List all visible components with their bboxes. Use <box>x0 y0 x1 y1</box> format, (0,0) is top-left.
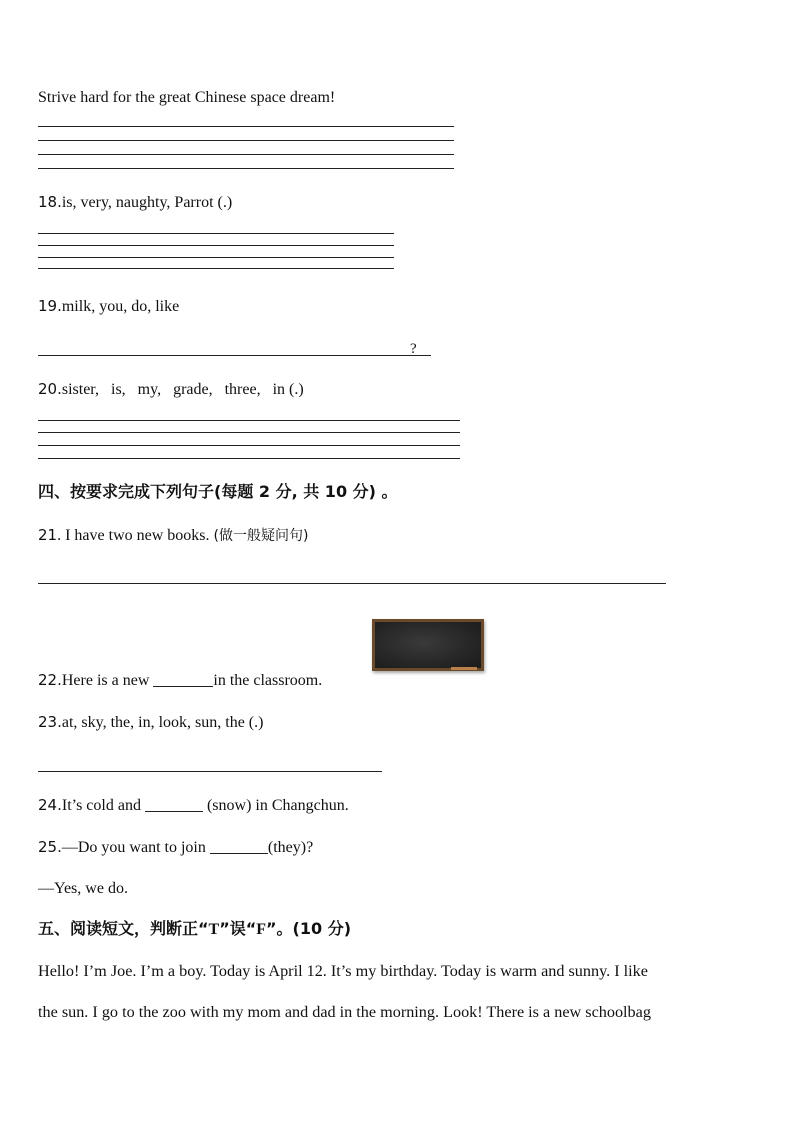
q22-text-before: Here is a new <box>61 672 154 689</box>
q24-text-after: (snow) in Changchun. <box>202 797 349 814</box>
q19-prompt <box>38 296 179 317</box>
q24-blank[interactable] <box>145 795 203 812</box>
q18-answer-line[interactable] <box>38 233 394 234</box>
q18-answer-line[interactable] <box>38 257 394 258</box>
q20-number: 20. <box>38 380 62 398</box>
q18-answer-line[interactable] <box>38 268 394 269</box>
q23-prompt <box>38 712 263 733</box>
q20-answer-line[interactable] <box>38 458 460 459</box>
q19-question-mark: ? <box>410 341 417 357</box>
blackboard-picture <box>372 619 484 671</box>
q23-words: at, sky, the, in, look, sun, the (.) <box>61 714 264 731</box>
q19-words: milk, you, do, like <box>61 298 180 315</box>
q20-answer-line[interactable] <box>38 432 460 433</box>
q21-answer-line[interactable] <box>38 583 666 584</box>
q22-prompt <box>38 670 322 691</box>
q21-number: 21 <box>38 526 58 544</box>
q25-text-after: (they)? <box>267 839 314 856</box>
q24-text-before: It’s cold and <box>61 797 145 814</box>
q18-words: is, very, naughty, Parrot (.) <box>61 194 233 211</box>
q17-sentence: Strive hard for the great Chinese space dream! <box>38 89 336 106</box>
q18-answer-line[interactable] <box>38 245 394 246</box>
q25-prompt <box>38 837 313 858</box>
q18-number: 18. <box>38 193 62 211</box>
q21-text: . I have two new books. <box>57 527 214 544</box>
section5-heading <box>38 919 351 940</box>
q20-words: sister, is, my, grade, three, in (.) <box>61 381 304 398</box>
chalk-tray <box>451 667 477 670</box>
q21-prompt <box>38 525 308 546</box>
passage-line: the sun. I go to the zoo with my mom and dad in the morning. Look! There is a new schoolbag <box>38 1003 651 1021</box>
q25-blank[interactable] <box>210 837 268 854</box>
section5-heading-part: ”。(10 分) <box>266 919 352 938</box>
false-mark: F <box>256 921 267 938</box>
section5-heading-part: 五、阅读短文，判断正“ <box>38 919 209 938</box>
section5-heading-part: ”误“ <box>219 919 257 938</box>
q25-number: 25. <box>38 838 62 856</box>
q18-prompt <box>38 192 232 213</box>
q19-answer-line[interactable] <box>38 355 431 356</box>
q22-number: 22. <box>38 671 62 689</box>
q22-blank[interactable] <box>153 670 213 687</box>
q17-answer-line[interactable] <box>38 126 454 127</box>
q20-prompt <box>38 379 304 400</box>
q20-answer-line[interactable] <box>38 420 460 421</box>
passage-line: Hello! I’m Joe. I’m a boy. Today is April 12. It’s my birthday. Today is warm and sunny. I like <box>38 962 648 980</box>
q17-answer-line[interactable] <box>38 168 454 169</box>
true-mark: T <box>208 921 220 938</box>
q24-prompt <box>38 795 349 816</box>
q22-text-after: in the classroom. <box>213 672 323 689</box>
q23-number: 23. <box>38 713 62 731</box>
q17-answer-line[interactable] <box>38 140 454 141</box>
q24-number: 24. <box>38 796 62 814</box>
q20-answer-line[interactable] <box>38 445 460 446</box>
q17-answer-line[interactable] <box>38 154 454 155</box>
section4-heading: 四、按要求完成下列句子(每题 2 分, 共 10 分) 。 <box>38 482 398 501</box>
q25-text-before: —Do you want to join <box>61 839 210 856</box>
q25-reply: —Yes, we do. <box>38 880 128 897</box>
q21-instruction: (做一般疑问句) <box>213 528 309 544</box>
q19-number: 19. <box>38 297 62 315</box>
q23-answer-line[interactable] <box>38 771 382 772</box>
